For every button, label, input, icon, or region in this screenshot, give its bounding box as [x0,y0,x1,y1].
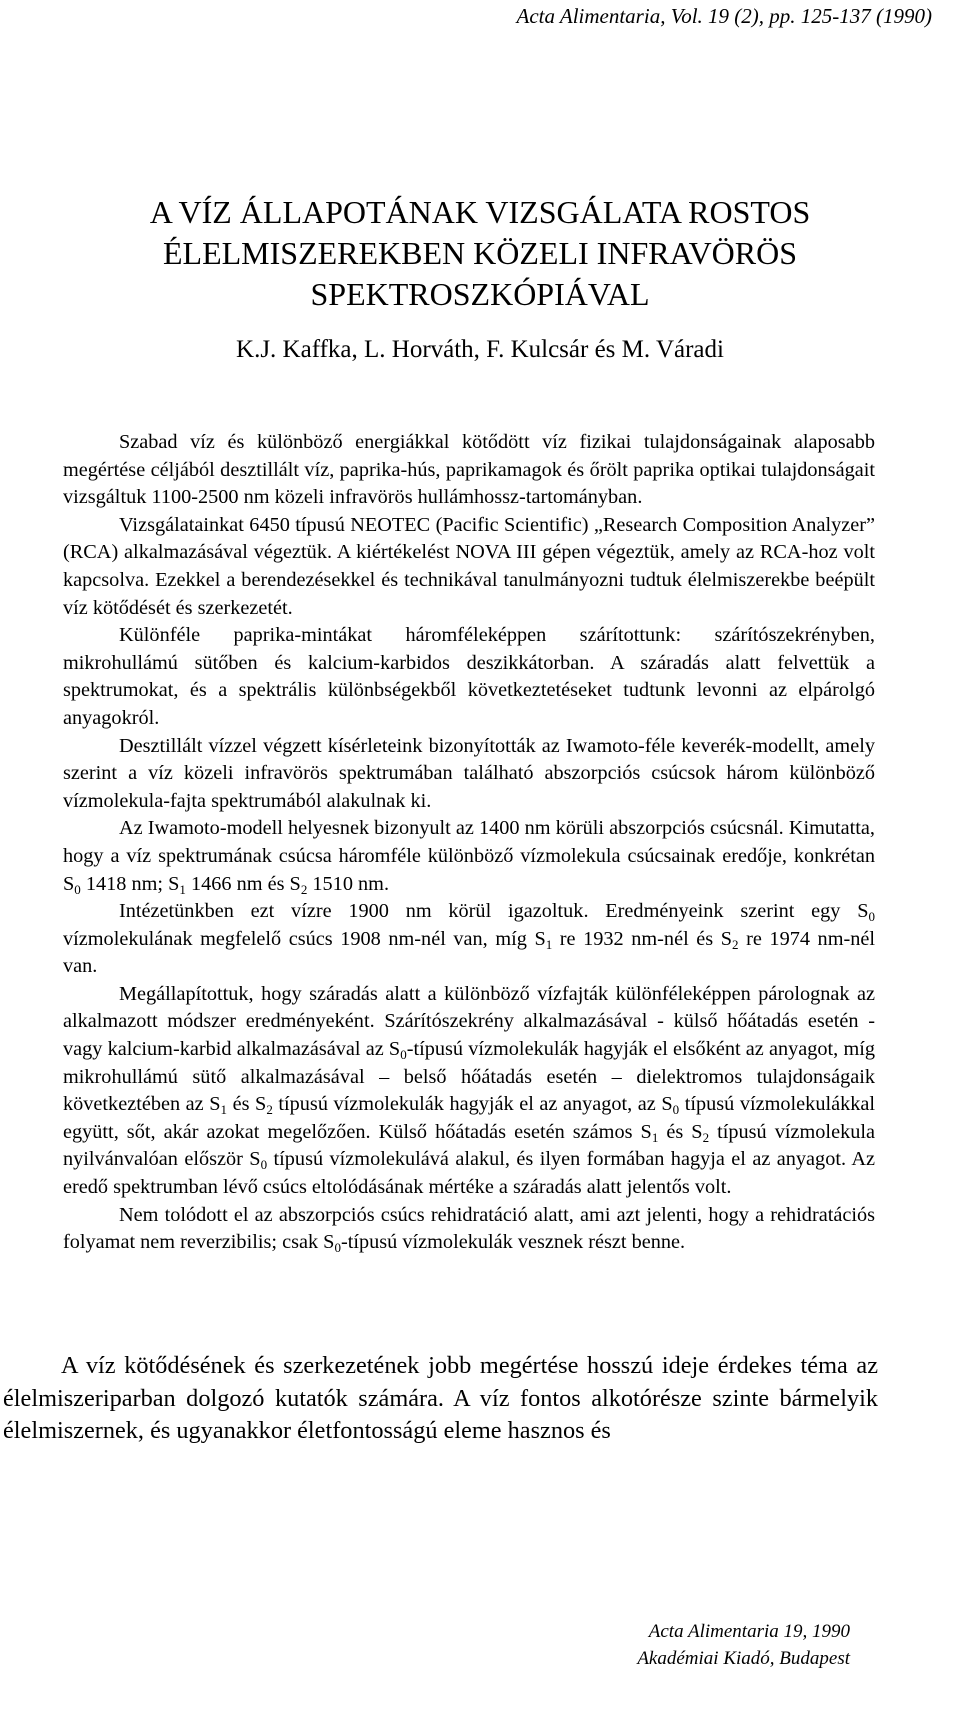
subscript: 2 [300,881,308,897]
text-run: -típusú vízmolekulák vesznek részt benne. [340,1231,686,1254]
subscript: 2 [732,936,739,952]
subscript: 1 [220,1102,228,1118]
text-run: 1466 nm és S [185,872,301,895]
abstract-paragraph: Különféle paprika-mintákat háromféleképpen szárítottunk: szárítószekrényben, mikrohullámú sütőben és kalcium-karbidos deszikkátorban. A száradás alatt felvettük a spektrumokat, és a spektrális különbségekből következtetéseket tudtunk levonni az elpárolgó anyagokról. [63,624,875,729]
text-run: Megállapítottuk, hogy száradás alatt a különböző vízfajták különféleképpen párolognak az alkalmazott módszer eredményeként. Szárítószekrény alkalmazásával - külső hőátadás esetén - vagy kalcium-karbid alkalmazásával az S [63,982,875,1061]
abstract-paragraph: Szabad víz és különböző energiákkal kötődött víz fizikai tulajdonságainak alaposabb megértése céljából desztillált víz, paprika-hús, paprikamagok és őrölt paprika optikai tulajdonságait vizsgáltuk 1100-2500 nm közeli infravörös hullámhossz-tartományban. [63,431,875,509]
subscript: 0 [74,881,81,897]
text-run: típusú vízmolekula nyilvánvalóan először S [63,1120,875,1171]
abstract-paragraph [63,1202,875,1257]
subscript: 1 [651,1129,659,1145]
subscript: 0 [260,1157,268,1173]
subscript: 1 [545,936,553,952]
journal-reference: Acta Alimentaria, Vol. 19 (2), pp. 125-137 (1990) [516,4,932,28]
author-list: K.J. Kaffka, L. Horváth, F. Kulcsár és M. Váradi [236,336,724,363]
text-run: és S [227,1093,267,1116]
subscript: 0 [400,1047,407,1063]
text-run: típusú vízmolekulává alakul, és ilyen formában hagyja el az anyagot. Az eredő spektrumban lévő csúcs eltolódásának mértéke a száradás alatt jelentős volt. [63,1148,875,1199]
subscript: 2 [266,1102,273,1118]
text-run: és S [658,1120,703,1143]
abstract-paragraph [63,981,875,1202]
abstract [63,429,875,1257]
article-title [0,192,960,315]
publisher-footer [560,1618,850,1672]
title-line: ÉLELMISZEREKBEN KÖZELI INFRAVÖRÖS [162,235,798,271]
footer-publisher: Akadémiai Kiadó, Budapest [637,1648,850,1669]
title-line: SPEKTROSZKÓPIÁVAL [310,276,650,312]
text-run: re 1932 nm-nél és S [552,927,733,950]
subscript: 0 [334,1240,341,1256]
text-run: Az Iwamoto-modell helyesnek bizonyult az 1400 nm körüli abszorpciós csúcsnál. Kimutatta, hogy a víz spektrumának csúcsa háromféle különböző vízmolekula csúcsainak eredője, konkrétan S [63,817,875,895]
title-line: A VÍZ ÁLLAPOTÁNAK VIZSGÁLATA ROSTOS [149,194,811,230]
text-run: -típusú vízmolekulák hagyják el elsőként az anyagot, míg mikrohullámú sütő alkalmazásával – belső hőátadás esetén – dielektromos tulajdonságaik következtében az S [63,1038,875,1116]
subscript: 2 [702,1129,710,1145]
text-run: re 1974 nm-nél van. [63,927,876,978]
text-run: típusú vízmolekulák hagyják el az anyagot, az S [272,1093,673,1116]
text-run: vízmolekulának megfelelő csúcs 1908 nm-nél van, míg S [63,927,546,950]
text-run: típusú vízmolekulákkal együtt, sőt, akár azokat megelőzően. Külső hőátadás esetén számos S [63,1093,876,1143]
abstract-paragraph: Vizsgálatainkat 6450 típusú NEOTEC (Pacific Scientific) „Research Composition Analyzer” (RCA) alkalmazásával végeztük. A kiértékelést NOVA III gépen végeztük, amely az RCA-hoz volt kapcsolva. Ezekkel a berendezésekkel és technikával tanulmányozni tudtuk élelmiszerekbe beépült víz kötődését és szerkezetét. [63,513,875,619]
subscript: 0 [868,909,875,925]
subscript: 0 [672,1102,680,1118]
abstract-paragraph [63,815,875,898]
text-run: 1510 nm. [307,872,390,895]
abstract-paragraph: Desztillált vízzel végzett kísérleteink bizonyították az Iwamoto-féle keverék-modellt, amely szerint a víz közeli infravörös spektrumában található abszorpciós csúcsok három különböző vízmolekula-fajta spektrumából alakulnak ki. [63,734,875,812]
text-run: 1418 nm; S [80,872,180,895]
text-run: Nem tolódott el az abszorpciós csúcs rehidratáció alatt, ami azt jelenti, hogy a rehidratációs folyamat nem reverzibilis; csak S [63,1203,875,1254]
text-run: Intézetünkben ezt vízre 1900 nm körül igazoltuk. Eredményeink szerint egy S [119,900,869,923]
subscript: 1 [179,881,186,897]
footer-journal: Acta Alimentaria 19, 1990 [648,1621,850,1642]
introduction-paragraph: A víz kötődésének és szerkezetének jobb megértése hosszú ideje érdekes téma az élelmiszeriparban dolgozó kutatók számára. A víz fontos alkotórésze szinte bármelyik élelmiszernek, és ugyanakkor életfontosságú eleme hasznos és [3,1352,878,1444]
abstract-paragraph [63,898,875,981]
